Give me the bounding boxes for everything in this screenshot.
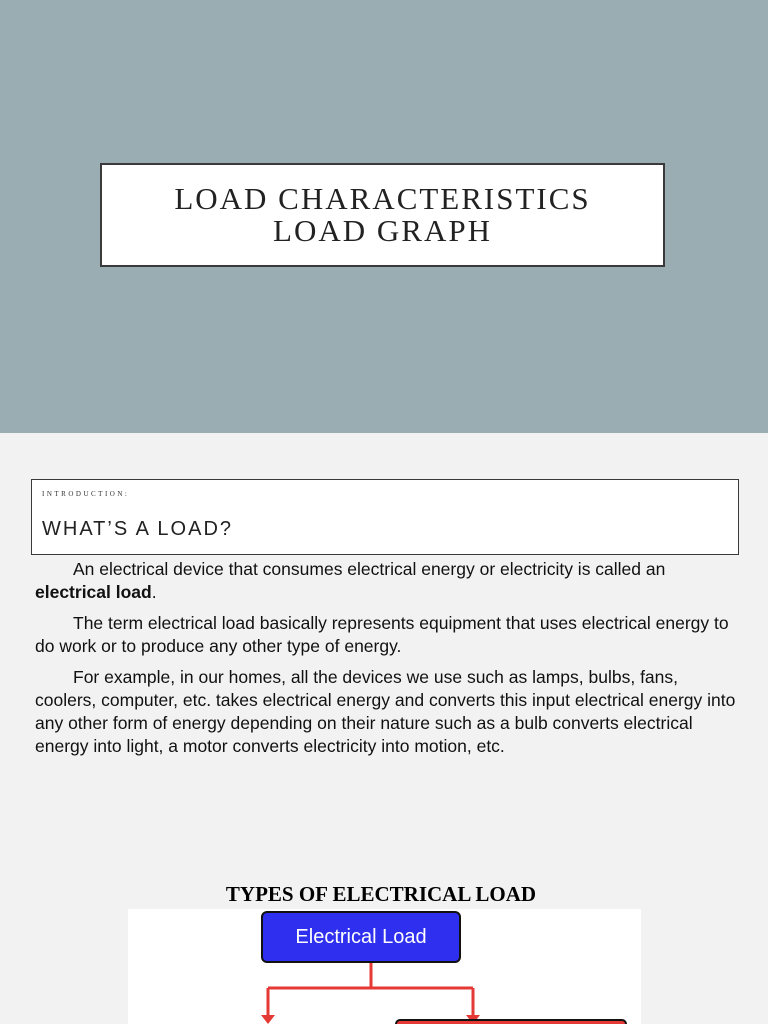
title-slide	[0, 0, 768, 433]
title-box	[100, 163, 665, 267]
load-types-diagram	[128, 909, 641, 1024]
root-node: Electrical Load	[261, 911, 461, 963]
paragraph-3: For example, in our homes, all the devices we use such as lamps, bulbs, fans, coolers, computer, etc. takes electrical energy and converts this input electrical energy into any other form of energy depending on their nature such as a bulb converts electrical energy into light, a motor converts electricity into motion, etc.	[35, 667, 736, 756]
child-node-right	[396, 1020, 626, 1024]
section-kicker: INTRODUCTION:	[42, 490, 130, 498]
paragraph-2: The term electrical load basically represents equipment that uses electrical energy to do work or to produce any other type of energy.	[35, 613, 729, 656]
body-text	[35, 558, 740, 766]
heading-box	[31, 479, 739, 555]
paragraph-1-end: .	[151, 582, 157, 602]
intro-slide	[0, 433, 768, 1024]
title-line-2: LOAD GRAPH	[273, 213, 492, 248]
title-line-1: LOAD CHARACTERISTICS	[174, 181, 591, 216]
paragraph-1	[35, 558, 740, 604]
arrow-left-icon	[261, 1015, 275, 1024]
types-title: TYPES OF ELECTRICAL LOAD	[225, 882, 537, 906]
paragraph-1-bold: electrical load	[35, 582, 152, 602]
paragraph-1-text: An electrical device that consumes electrical energy or electricity is called an	[73, 559, 666, 579]
section-heading: WHAT’S A LOAD?	[42, 518, 234, 540]
